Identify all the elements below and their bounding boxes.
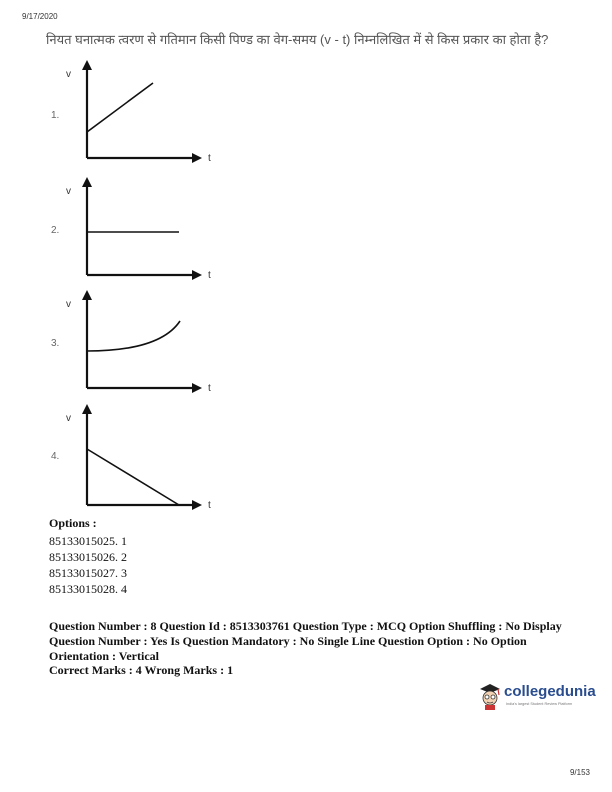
logo-tagline: India's largest Student Review Platform [506,702,573,706]
question-text: नियत घनात्मक त्वरण से गतिमान किसी पिण्ड का वेग-समय (v - t) निम्नलिखित में से किस प्रकार का होता है? [46,32,549,47]
graph-4-x-label: t [208,500,211,511]
graph-3-x-label: t [208,383,211,394]
collegedunia-logo [478,681,596,713]
option-item-3: 85133015027. 3 [49,566,127,580]
graph-4-curve [87,449,179,505]
options-list [49,533,127,597]
graph-4 [60,397,230,517]
page-number: 9/153 [569,768,590,777]
graph-1 [60,55,230,175]
graph-1-number: 1. [51,110,60,121]
graph-1-x-label: t [208,153,211,164]
graph-2-y-arrow [82,177,92,187]
graph-1-x-arrow [192,153,202,163]
option-item-4: 85133015028. 4 [49,582,127,596]
graph-2-x-arrow [192,270,202,280]
graph-4-y-arrow [82,404,92,414]
graph-4-y-label: v [66,413,71,424]
option-item-1: 85133015025. 1 [49,534,127,548]
graph-4-number: 4. [51,451,60,462]
marks-line: Correct Marks : 4 Wrong Marks : 1 [49,663,234,677]
options-heading: Options : [49,516,97,530]
metadata-line-3: Orientation : Vertical [49,649,159,663]
print-date: 9/17/2020 [22,12,58,21]
graph-3-y-arrow [82,290,92,300]
mascot-icon [478,681,502,711]
option-item-2: 85133015026. 2 [49,550,127,564]
graph-2-number: 2. [51,225,60,236]
graph-3-y-label: v [66,299,71,310]
graph-1-y-arrow [82,60,92,70]
graph-1-y-label: v [66,69,71,80]
metadata-line-1: Question Number : 8 Question Id : 8513303761 Question Type : MCQ Option Shuffling : No Display [49,619,562,633]
graph-1-curve [87,83,153,132]
graph-3-number: 3. [51,338,60,349]
logo-wordmark: collegedunia [504,683,596,700]
graph-4-x-arrow [192,500,202,510]
graph-3 [60,283,230,403]
graph-3-x-arrow [192,383,202,393]
question-metadata [49,619,589,664]
metadata-line-2: Question Number : Yes Is Question Mandatory : No Single Line Question Option : No Option [49,634,527,648]
graph-2-x-label: t [208,270,211,281]
graph-2 [60,170,230,290]
graph-2-y-label: v [66,186,71,197]
graph-3-curve [87,321,180,351]
